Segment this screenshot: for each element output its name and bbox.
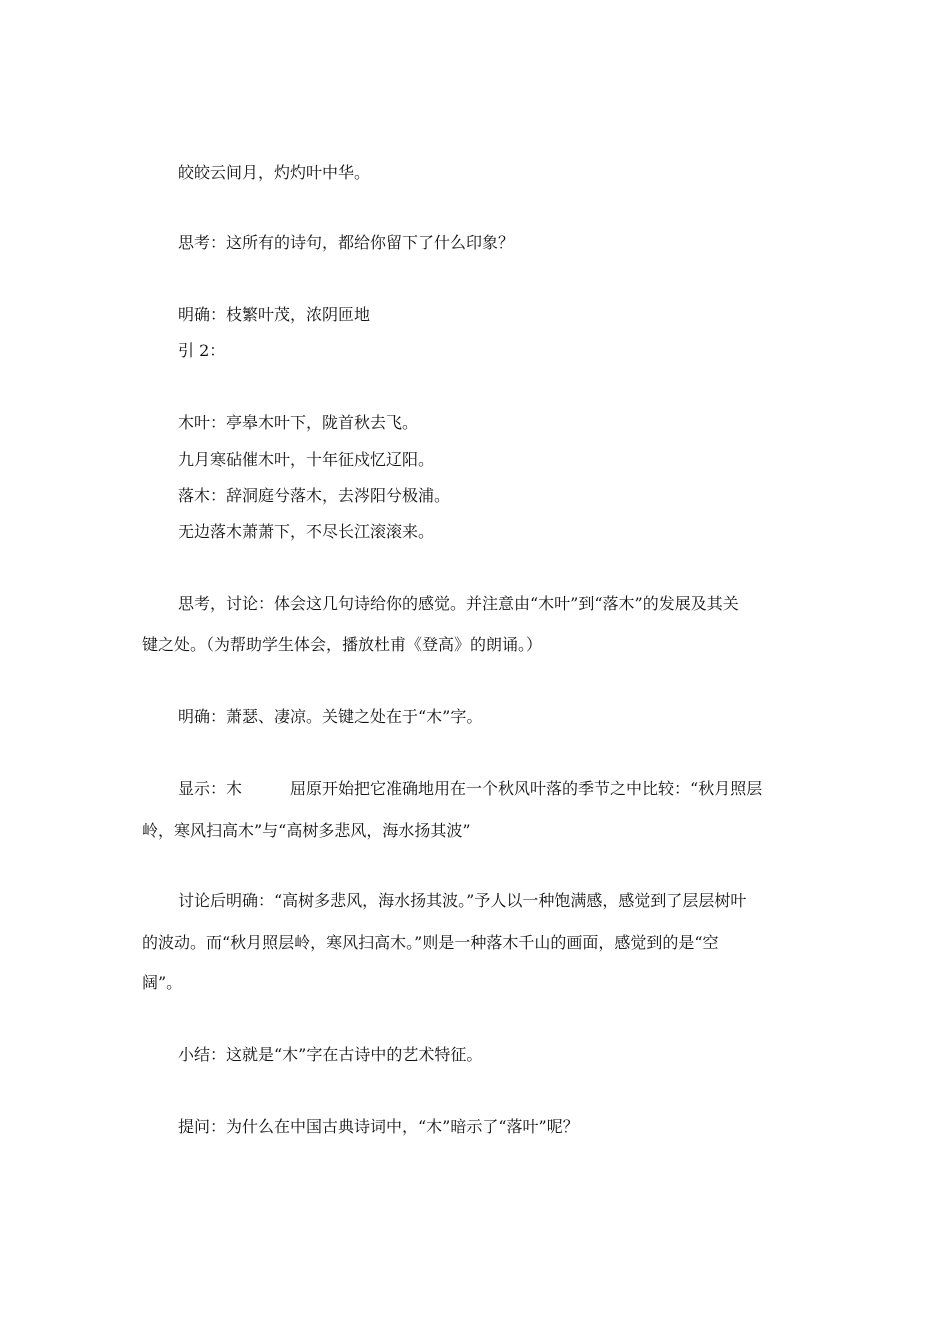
display-label: 显示：木 xyxy=(178,779,243,798)
paragraph-line: 无边落木萧萧下，不尽长江滚滚来。 xyxy=(178,522,435,541)
paragraph-line: 阔”。 xyxy=(142,973,183,992)
paragraph-line xyxy=(178,778,762,800)
paragraph-line: 提问：为什么在中国古典诗词中，“木”暗示了“落叶”呢？ xyxy=(178,1117,579,1136)
paragraph-line: 思考：这所有的诗句，都给你留下了什么印象？ xyxy=(178,233,515,252)
paragraph-line: 明确：枝繁叶茂，浓阴匝地 xyxy=(178,305,371,324)
paragraph-line: 讨论后明确：“高树多悲风，海水扬其波。”予人以一种饱满感，感觉到了层层树叶 xyxy=(178,891,747,910)
paragraph-line: 明确：萧瑟、凄凉。关键之处在于“木”字。 xyxy=(178,707,483,726)
paragraph-line: 引 2： xyxy=(178,341,226,360)
paragraph-line: 思考，讨论：体会这几句诗给你的感觉。并注意由“木叶”到“落木”的发展及其关 xyxy=(178,594,739,613)
paragraph-line: 的波动。而“秋月照层岭，寒风扫高木。”则是一种落木千山的画面，感觉到的是“空 xyxy=(142,933,719,952)
paragraph-line: 九月寒砧催木叶，十年征戍忆辽阳。 xyxy=(178,450,435,469)
paragraph-line: 小结：这就是“木”字在古诗中的艺术特征。 xyxy=(178,1045,483,1064)
paragraph-line: 键之处。（为帮助学生体会，播放杜甫《登高》的朗诵。） xyxy=(142,635,543,654)
paragraph-line: 岭，寒风扫高木”与“高树多悲风，海水扬其波” xyxy=(142,821,471,840)
paragraph-line: 落木：辞洞庭兮落木，去涔阳兮极浦。 xyxy=(178,486,451,505)
display-text: 屈原开始把它准确地用在一个秋风叶落的季节之中比较：“秋月照层 xyxy=(290,779,763,798)
paragraph-line: 木叶：亭皋木叶下，陇首秋去飞。 xyxy=(178,413,419,432)
paragraph-line: 皎皎云间月，灼灼叶中华。 xyxy=(178,163,371,182)
